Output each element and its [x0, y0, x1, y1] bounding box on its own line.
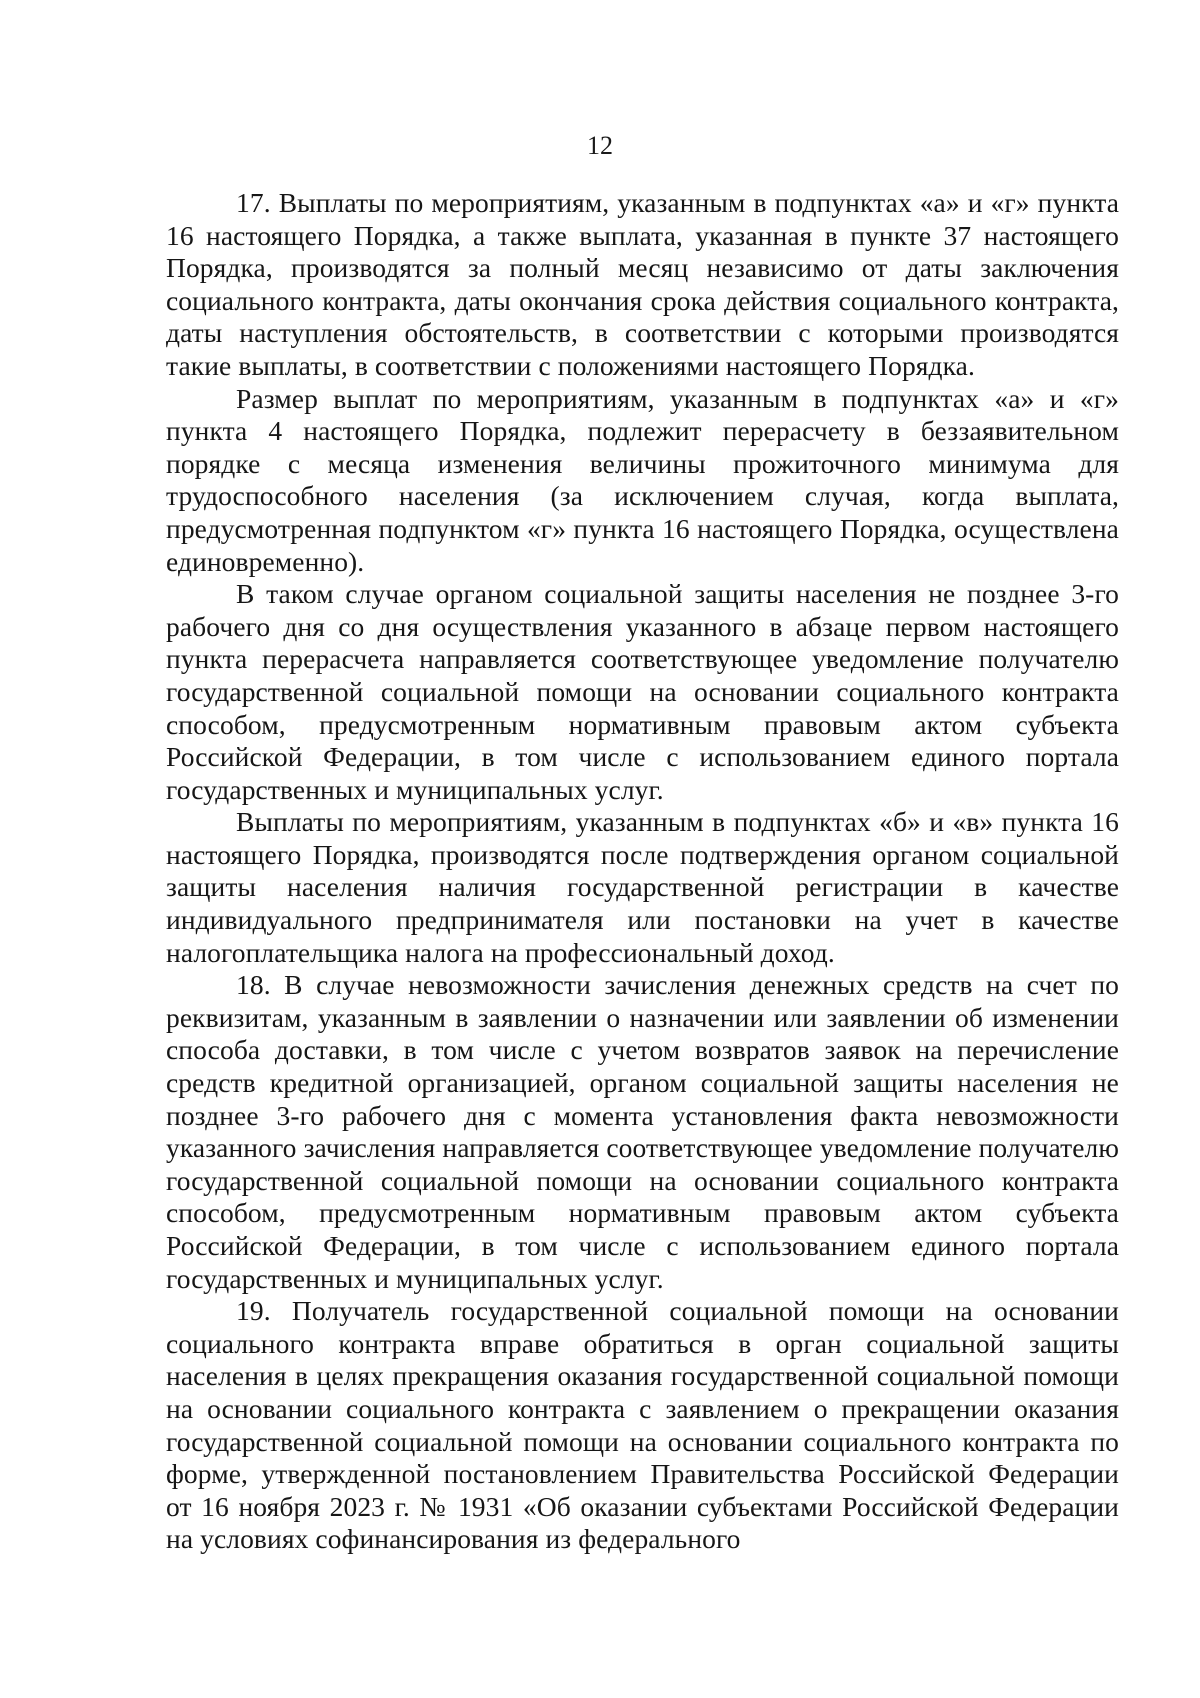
- paragraph-19: 19. Получатель государственной социальной помощи на основании социального контракта вправе обратиться в орган социальной защиты населения в целях прекращения оказания государственной социальной помощи на основании социального контракта с заявлением о прекращении оказания государственной социальной помощи на основании социального контракта по форме, утвержденной постановлением Правительства Российской Федерации от 16 ноября 2023 г. № 1931 «Об оказании субъектами Российской Федерации на условиях софинансирования из федерального: [166, 1295, 1119, 1555]
- paragraph-18: 18. В случае невозможности зачисления денежных средств на счет по реквизитам, указанным в заявлении о назначении или заявлении об изменении способа доставки, в том числе с учетом возвратов заявок на перечисление средств кредитной организацией, органом социальной защиты населения не позднее 3-го рабочего дня с момента установления факта невозможности указанного зачисления направляется соответствующее уведомление получателю государственной социальной помощи на основании социального контракта способом, предусмотренным нормативным правовым актом субъекта Российской Федерации, в том числе с использованием единого портала государственных и муниципальных услуг.: [166, 969, 1119, 1294]
- paragraph-17-recalculation: Размер выплат по мероприятиям, указанным в подпунктах «а» и «г» пункта 4 настоящего Порядка, подлежит перерасчету в беззаявительном порядке с месяца изменения величины прожиточного минимума для трудоспособного населения (за исключением случая, когда выплата, предусмотренная подпунктом «г» пункта 16 настоящего Порядка, осуществлена единовременно).: [166, 382, 1119, 577]
- document-body: [166, 187, 1119, 1556]
- paragraph-17-notification: В таком случае органом социальной защиты населения не позднее 3-го рабочего дня со дня осуществления указанного в абзаце первом настоящего пункта перерасчета направляется соответствующее уведомление получателю государственной социальной помощи на основании социального контракта способом, предусмотренным нормативным правовым актом субъекта Российской Федерации, в том числе с использованием единого портала государственных и муниципальных услуг.: [166, 578, 1119, 805]
- paragraph-17-payments-b-v: Выплаты по мероприятиям, указанным в подпунктах «б» и «в» пункта 16 настоящего Порядка, производятся после подтверждения органом социальной защиты населения наличия государственной регистрации в качестве индивидуального предпринимателя или постановки на учет в качестве налогоплательщика налога на профессиональный доход.: [166, 806, 1119, 968]
- page-number: 12: [587, 131, 613, 160]
- paragraph-17: 17. Выплаты по мероприятиям, указанным в подпунктах «а» и «г» пункта 16 настоящего Порядка, а также выплата, указанная в пункте 37 настоящего Порядка, производятся за полный месяц независимо от даты заключения социального контракта, даты окончания срока действия социального контракта, даты наступления обстоятельств, в соответствии с которыми производятся такие выплаты, в соответствии с положениями настоящего Порядка.: [166, 187, 1119, 381]
